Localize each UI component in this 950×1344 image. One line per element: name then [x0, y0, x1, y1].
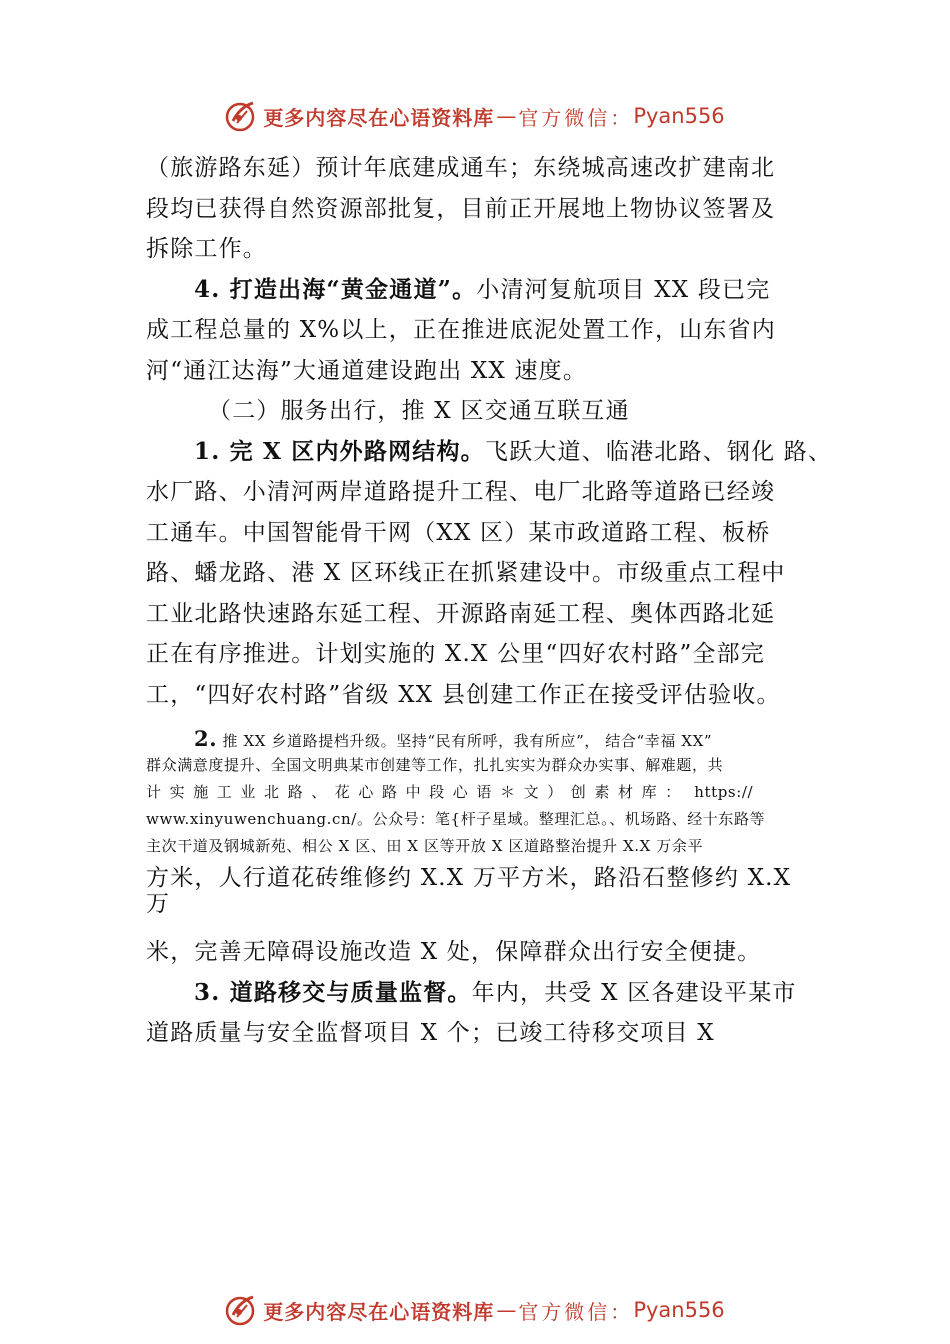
- p4-small-text-1: 推 XX 乡道路提档升级。坚持“民有所呼，我有所应”， 结合“幸福 XX”: [222, 732, 713, 750]
- document-body: [146, 148, 833, 1054]
- p1-line-2: 段均已获得自然资源部批复，目前正开展地上物协议签署及: [146, 195, 776, 222]
- p3-text-1: 飞跃大道、临港北路、钢化 路、: [484, 438, 833, 465]
- footer-banner: [0, 1290, 950, 1330]
- p3-line-5: 工业北路快速路东延工程、开源路南延工程、奥体西路北延: [146, 600, 776, 627]
- p4-small-text-3: 计实施工业北路、花心路中段心语＊文）创素材库：: [146, 783, 689, 801]
- p4-large-line-2: 万: [146, 891, 171, 917]
- p3-line-4: 路、蟠龙路、港 X 区环线正在抓紧建设中。市级重点工程中: [146, 560, 786, 586]
- p2-heading: 4. 打造出海“黄金通道”。: [194, 275, 477, 303]
- p2-line-1: [146, 270, 818, 311]
- p2-line-2: 成工程总量的 X%以上，正在推进底泥处置工作，山东省内: [146, 317, 776, 343]
- p3-line-7: 工，“四好农村路”省级 XX 县创建工作正在接受评估验收。: [146, 681, 781, 708]
- banner-account: Pyan556: [633, 104, 725, 128]
- p4-small-url: https://: [694, 783, 754, 801]
- p3-line-6: 正在有序推进。计划实施的 X.X 公里“四好农村路”全部完: [146, 641, 765, 667]
- p2-text-1: 小清河复航项目 XX 段已完: [476, 276, 771, 303]
- banner-brand: 更多内容尽在心语资料库: [263, 105, 495, 130]
- header-banner: [0, 96, 950, 136]
- footer-brand: 更多内容尽在心语资料库: [263, 1299, 495, 1324]
- p3-line-2: 水厂路、小清河两岸道路提升工程、电厂北路等道路已经竣: [146, 479, 776, 505]
- p5-line-1: [146, 973, 818, 1014]
- p4-small-line-2: 群众满意度提升、全国文明典某市创建等工作，扎扎实实为群众办实事、解难题，共: [146, 756, 724, 774]
- p4-small-line-4: www.xinyuwenchuang.cn/。公众号：笔{杆子星域。整理汇总。、机场路、经十东路等: [146, 810, 766, 828]
- p4-large-line-1: 方米，人行道花砖维修约 X.X 万平方米，路沿石整修约 X.X: [146, 865, 792, 891]
- p4-small-line-5: 主次干道及钢城新苑、相公 X 区、田 X 区等开放 X 区道路整治提升 X.X 万余平: [146, 837, 704, 855]
- p4-large-line-3: 米，完善无障碍设施改造 X 处，保障群众出行安全便捷。: [146, 939, 762, 965]
- p5-heading: 3. 道路移交与质量监督。: [194, 978, 472, 1006]
- brand-logo-icon: [225, 99, 259, 133]
- banner-separator: —: [496, 104, 517, 128]
- p3-heading: 1. 完 X 区内外路网结构。: [194, 437, 485, 465]
- p4-small-line-3: [146, 779, 818, 806]
- footer-account: Pyan556: [633, 1298, 725, 1322]
- p4-number: 2.: [194, 726, 218, 751]
- p4-small-line-1: [146, 725, 818, 752]
- p3-line-1: [146, 432, 833, 473]
- p5-text-1: 年内，共受 X 区各建设平某市: [471, 979, 797, 1006]
- spacer: [146, 715, 818, 725]
- footer-separator: —: [496, 1298, 517, 1322]
- footer-label: 官方微信：: [518, 1299, 634, 1324]
- p5-line-2: 道路质量与安全监督项目 X 个；已竣工待移交项目 X: [146, 1020, 715, 1046]
- brand-logo-icon: [225, 1293, 259, 1327]
- p2-line-3: 河“通江达海”大通道建设跑出 XX 速度。: [146, 357, 588, 384]
- p1-line-3: 拆除工作。: [146, 236, 267, 262]
- section-heading: （二）服务出行，推 X 区交通互联互通: [208, 398, 630, 424]
- banner-label: 官方微信：: [518, 105, 634, 130]
- p3-line-3: 工通车。中国智能骨干网（XX 区）某市政道路工程、板桥: [146, 519, 771, 546]
- p1-line-1: （旅游路东延）预计年底建成通车；东绕城高速改扩建南北: [146, 155, 776, 181]
